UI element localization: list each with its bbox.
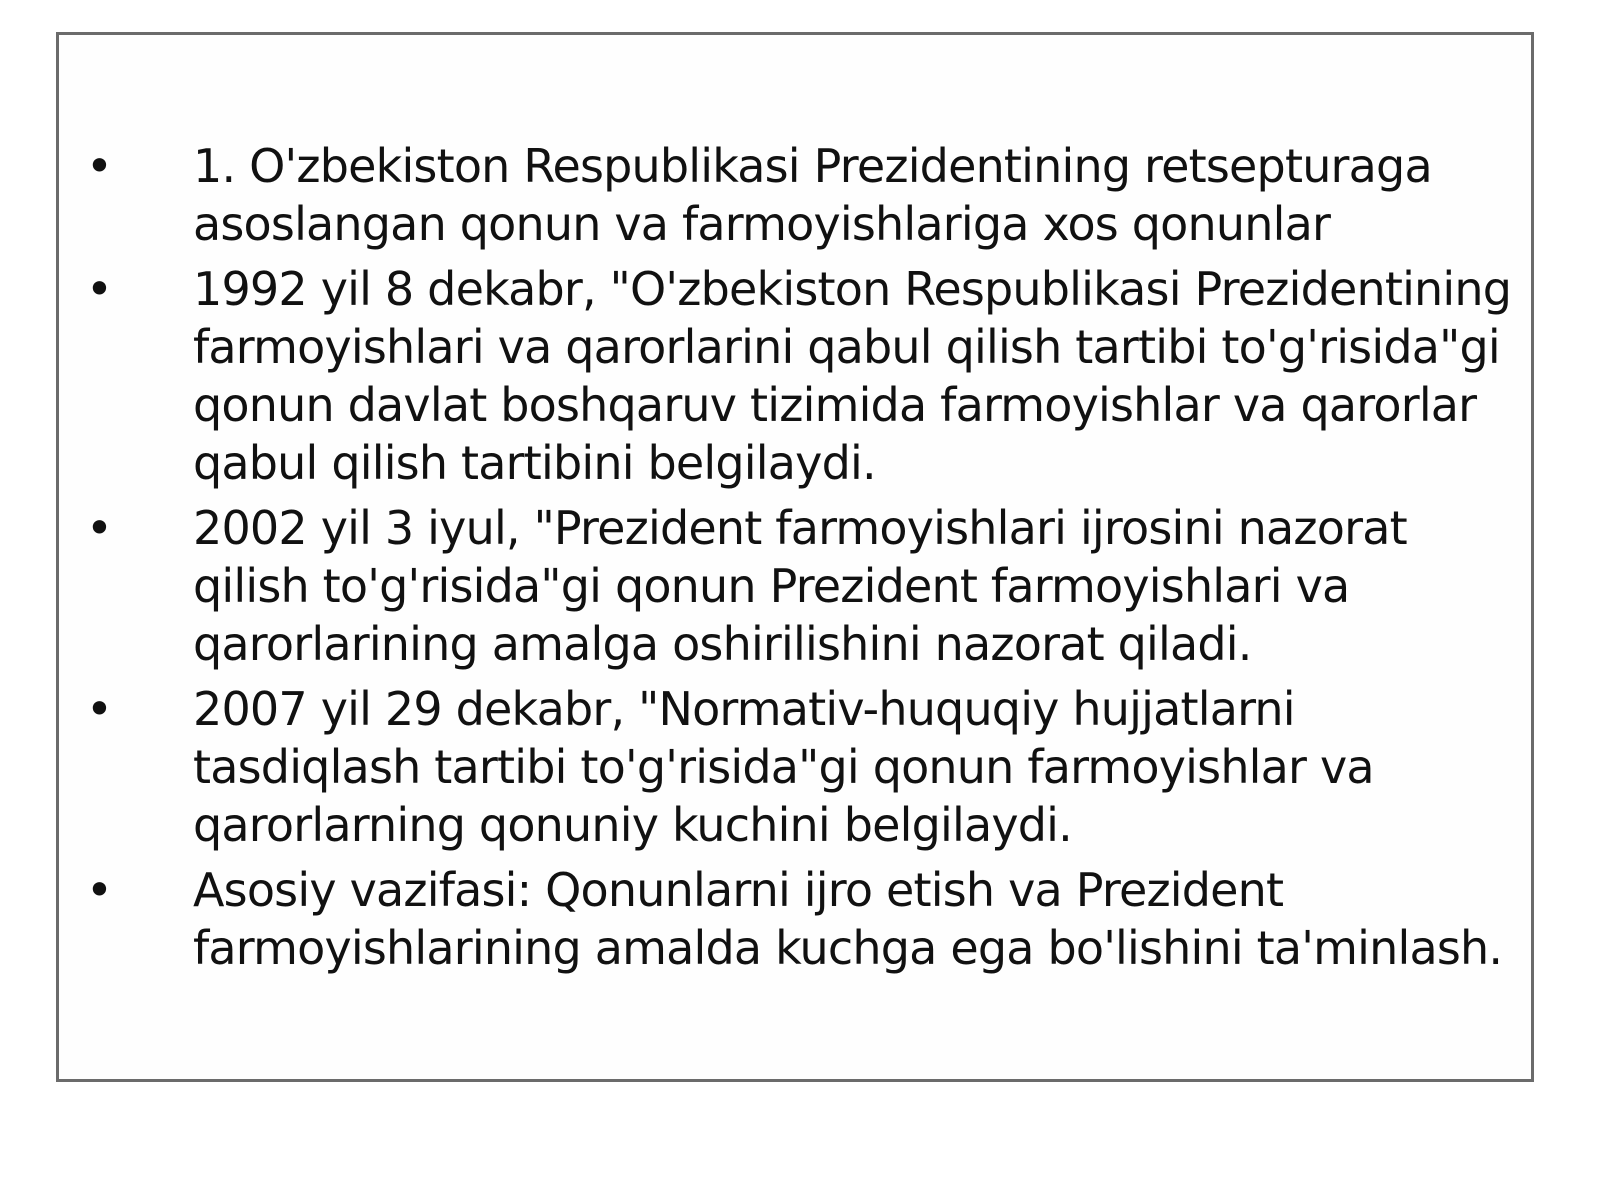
bullet-text: 2002 yil 3 iyul, "Prezident farmoyishlari ijrosini nazorat qilish to'g'risida"gi qonun Prezident farmoyishlari va qarorlarining amalga oshirilishini nazorat qiladi. — [193, 501, 1407, 671]
slide-frame — [56, 32, 1534, 1082]
list-item — [79, 861, 1519, 977]
bullet-dot-icon: • — [85, 262, 113, 316]
list-item — [79, 137, 1519, 253]
list-item — [79, 499, 1519, 673]
bullet-dot-icon: • — [85, 863, 113, 917]
bullet-dot-icon: • — [85, 501, 113, 555]
bullet-text: Asosiy vazifasi: Qonunlarni ijro etish va Prezident farmoyishlarining amalda kuchga ega bo'lishini ta'minlash. — [193, 863, 1503, 975]
bullet-text: 1992 yil 8 dekabr, "O'zbekiston Respublikasi Prezidentining farmoyishlari va qarorlarini qabul qilish tartibi to'g'risida"gi qonun davlat boshqaruv tizimida farmoyishlar va qarorlar qabul qilish tartibini belgilaydi. — [193, 262, 1512, 490]
bullet-list — [79, 137, 1519, 984]
bullet-text: 1. O'zbekiston Respublikasi Prezidentining retsepturaga asoslangan qonun va farmoyishlariga xos qonunlar — [193, 139, 1432, 251]
list-item — [79, 260, 1519, 492]
list-item — [79, 680, 1519, 854]
bullet-dot-icon: • — [85, 139, 113, 193]
bullet-dot-icon: • — [85, 682, 113, 736]
bullet-text: 2007 yil 29 dekabr, "Normativ-huquqiy hujjatlarni tasdiqlash tartibi to'g'risida"gi qonun farmoyishlar va qarorlarning qonuniy kuchini belgilaydi. — [193, 682, 1374, 852]
